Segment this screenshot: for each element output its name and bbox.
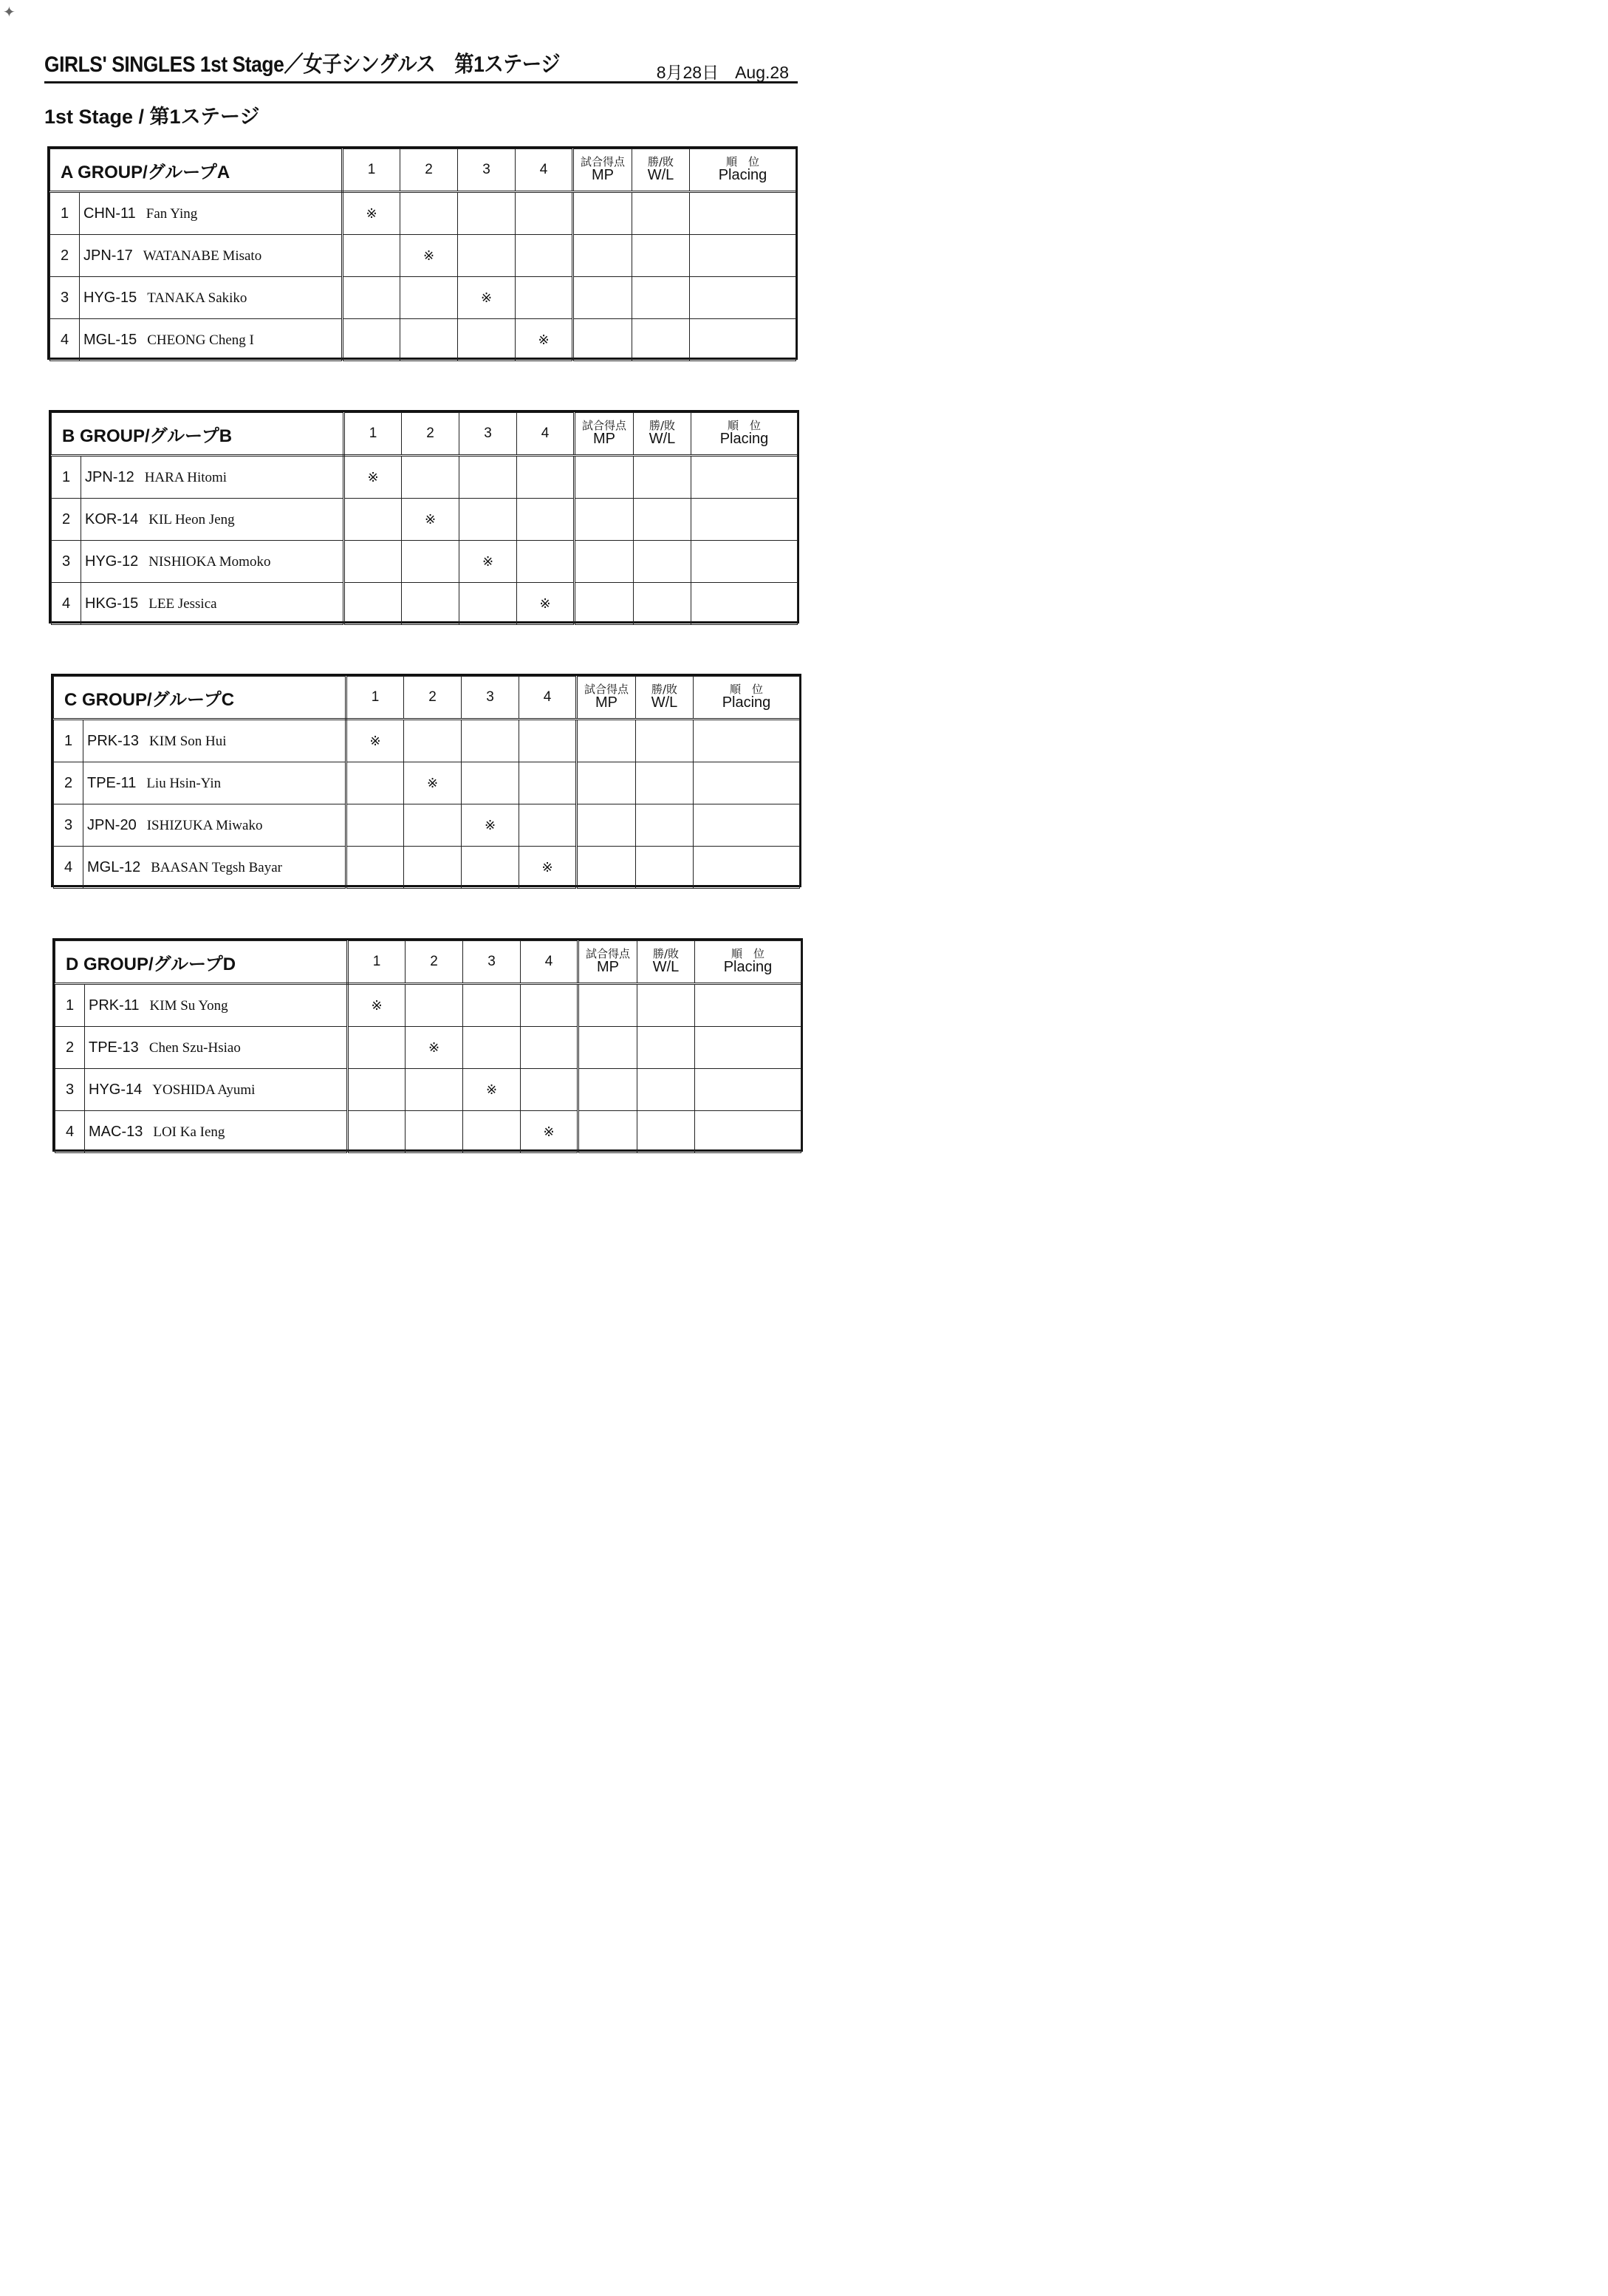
table-row [52,541,798,583]
wl-cell [632,319,690,361]
mp-column-header-en: MP [592,167,615,184]
wl-column-header-jp: 勝/敗 [652,946,680,960]
table-row [55,984,801,1027]
player-name: NISHIOKA Momoko [148,553,271,570]
group-name: D GROUP/グループD [55,941,348,984]
result-cell [343,277,400,319]
mp-column-header-en: MP [593,431,615,448]
placing-column-header-jp: 順 位 [729,682,763,696]
player-name: WATANABE Misato [143,247,262,264]
player-number: 3 [50,277,80,319]
result-cell [463,1111,521,1153]
column-header-2: 2 [404,677,462,720]
player-number: 4 [50,319,80,361]
player-number: 1 [52,456,81,499]
result-cell [459,583,517,625]
result-cell [458,319,516,361]
player-number: 2 [52,499,81,541]
placing-cell [691,456,798,499]
result-cell [344,499,402,541]
table-row [52,456,798,499]
table-row [54,720,800,762]
placing-column-header-jp: 順 位 [727,418,761,432]
player-number: 2 [54,762,83,804]
result-cell [406,1069,463,1111]
column-header-1: 1 [343,149,400,192]
self-match-mark: ※ [459,541,517,583]
player-name: KIL Heon Jeng [148,511,235,527]
result-cell [459,499,517,541]
player-cell [85,1069,348,1111]
column-header-2: 2 [400,149,458,192]
mp-cell [577,720,636,762]
result-cell [402,583,459,625]
wl-column-header [632,149,690,192]
player-cell [83,847,346,889]
date-en: Aug.28 [735,63,789,82]
player-code: MGL-12 [87,858,141,875]
event-date [657,59,789,83]
player-number: 4 [54,847,83,889]
placing-cell [695,1027,801,1069]
placing-column-header-en: Placing [722,694,771,711]
result-cell [463,984,521,1027]
self-match-mark: ※ [344,456,402,499]
table-row [50,235,796,277]
player-cell [80,235,343,277]
result-cell [400,319,458,361]
player-code: JPN-17 [83,247,133,264]
placing-cell [695,1069,801,1111]
placing-column-header-jp: 順 位 [726,154,760,168]
placing-column-header-en: Placing [719,431,769,448]
mp-column-header-jp: 試合得点 [584,682,629,696]
result-cell [462,762,519,804]
wl-cell [637,1111,695,1153]
result-cell [459,456,517,499]
group-table-b [49,410,799,623]
mp-cell [578,1111,637,1153]
placing-cell [690,192,796,235]
result-cell [519,762,577,804]
player-name: Chen Szu-Hsiao [148,1039,241,1056]
player-code: MGL-15 [83,331,137,348]
player-cell [83,762,346,804]
player-name: TANAKA Sakiko [147,290,247,306]
player-code: TPE-13 [89,1039,139,1056]
wl-cell [637,1027,695,1069]
self-match-mark: ※ [348,984,406,1027]
result-cell [406,984,463,1027]
result-cell [406,1111,463,1153]
mp-column-header-jp: 試合得点 [581,418,626,432]
player-cell [81,583,344,625]
wl-cell [634,499,691,541]
result-cell [346,762,404,804]
placing-column-header-en: Placing [723,959,773,976]
column-header-4: 4 [521,941,578,984]
player-name: Liu Hsin-Yin [146,775,222,791]
placing-column-header-en: Placing [718,167,767,184]
mp-cell [578,1069,637,1111]
wl-column-header-en: W/L [649,431,676,448]
group-name: C GROUP/グループC [54,677,346,720]
mp-cell [573,319,632,361]
placing-column-header [691,413,798,456]
player-code: HYG-12 [85,553,139,570]
column-header-3: 3 [459,413,517,456]
self-match-mark: ※ [402,499,459,541]
placing-column-header [694,677,800,720]
stage-subtitle: 1st Stage / 第1ステージ [44,106,260,128]
column-header-1: 1 [346,677,404,720]
wl-cell [637,984,695,1027]
column-header-2: 2 [402,413,459,456]
mp-cell [575,456,634,499]
player-name: BAASAN Tegsh Bayar [151,859,283,875]
player-name: ISHIZUKA Miwako [146,817,263,833]
wl-column-header [636,677,694,720]
result-cell [404,804,462,847]
wl-cell [632,277,690,319]
wl-cell [637,1069,695,1111]
player-name: KIM Su Yong [149,997,228,1014]
player-cell [81,456,344,499]
corner-mark: ✦ [3,3,16,21]
self-match-mark: ※ [462,804,519,847]
table-row [50,192,796,235]
result-cell [344,583,402,625]
wl-cell [636,804,694,847]
result-cell [343,319,400,361]
placing-column-header [690,149,796,192]
wl-cell [632,235,690,277]
wl-cell [634,541,691,583]
player-code: PRK-11 [89,997,140,1014]
wl-cell [632,192,690,235]
placing-cell [691,499,798,541]
player-number: 1 [50,192,80,235]
mp-cell [573,192,632,235]
table-row [54,804,800,847]
wl-cell [636,847,694,889]
header-rule [44,81,798,83]
wl-cell [634,456,691,499]
player-code: KOR-14 [85,510,139,527]
wl-column-header-en: W/L [647,167,674,184]
result-cell [516,235,573,277]
player-number: 4 [52,583,81,625]
column-header-1: 1 [344,413,402,456]
placing-cell [691,541,798,583]
group-name: A GROUP/グループA [50,149,343,192]
group-table-c [51,674,801,887]
player-cell [85,1027,348,1069]
player-number: 3 [52,541,81,583]
placing-cell [691,583,798,625]
group-table-d [52,938,803,1152]
wl-column-header [634,413,691,456]
player-name: YOSHIDA Ayumi [152,1082,256,1098]
mp-cell [575,583,634,625]
mp-column-header-jp: 試合得点 [585,946,630,960]
player-cell [85,1111,348,1153]
placing-cell [690,235,796,277]
mp-cell [573,235,632,277]
player-number: 2 [55,1027,85,1069]
result-cell [344,541,402,583]
placing-cell [694,804,800,847]
player-code: HKG-15 [85,595,139,612]
group-name: B GROUP/グループB [52,413,344,456]
column-header-4: 4 [517,413,575,456]
mp-cell [575,541,634,583]
result-cell [348,1111,406,1153]
player-name: LOI Ka Ieng [153,1124,225,1140]
player-cell [80,277,343,319]
wl-cell [636,720,694,762]
mp-column-header-en: MP [597,959,619,976]
column-header-4: 4 [519,677,577,720]
date-jp: 8月28日 [656,63,719,82]
result-cell [348,1027,406,1069]
player-name: LEE Jessica [148,595,217,612]
placing-column-header-jp: 順 位 [731,946,764,960]
player-code: JPN-12 [85,468,134,485]
result-cell [402,456,459,499]
column-header-3: 3 [458,149,516,192]
result-cell [400,277,458,319]
placing-cell [694,847,800,889]
result-cell [516,192,573,235]
self-match-mark: ※ [400,235,458,277]
self-match-mark: ※ [516,319,573,361]
self-match-mark: ※ [517,583,575,625]
table-row [55,1111,801,1153]
wl-cell [636,762,694,804]
player-code: TPE-11 [87,774,137,791]
result-cell [519,804,577,847]
mp-column-header [578,941,637,984]
result-cell [462,720,519,762]
result-cell [402,541,459,583]
result-cell [517,541,575,583]
result-cell [458,235,516,277]
placing-cell [695,1111,801,1153]
result-cell [517,499,575,541]
table-row [52,583,798,625]
wl-column-header-en: W/L [651,694,678,711]
mp-column-header [575,413,634,456]
placing-cell [690,319,796,361]
wl-column-header [637,941,695,984]
mp-column-header-jp: 試合得点 [581,154,626,168]
player-cell [83,720,346,762]
mp-cell [578,1027,637,1069]
placing-cell [695,984,801,1027]
player-name: Fan Ying [146,205,198,222]
player-code: MAC-13 [89,1123,143,1140]
table-row [55,1027,801,1069]
table-row [55,1069,801,1111]
wl-column-header-jp: 勝/敗 [647,154,674,168]
column-header-1: 1 [348,941,406,984]
self-match-mark: ※ [463,1069,521,1111]
column-header-3: 3 [463,941,521,984]
player-cell [81,499,344,541]
result-cell [346,847,404,889]
player-code: CHN-11 [83,205,136,222]
result-cell [462,847,519,889]
mp-cell [577,804,636,847]
self-match-mark: ※ [346,720,404,762]
player-name: CHEONG Cheng I [147,332,254,348]
player-number: 1 [54,720,83,762]
player-cell [81,541,344,583]
result-cell [521,984,578,1027]
player-code: HYG-14 [89,1081,143,1098]
placing-cell [690,277,796,319]
table-row [54,762,800,804]
self-match-mark: ※ [519,847,577,889]
mp-cell [577,847,636,889]
player-name: HARA Hitomi [144,469,227,485]
placing-column-header [695,941,801,984]
column-header-3: 3 [462,677,519,720]
mp-cell [577,762,636,804]
column-header-2: 2 [406,941,463,984]
wl-column-header-jp: 勝/敗 [651,682,678,696]
result-cell [516,277,573,319]
player-cell [80,192,343,235]
result-cell [343,235,400,277]
wl-column-header-en: W/L [652,959,680,976]
page-title: GIRLS' SINGLES 1st Stage／女子シングルス 第1ステージ [44,52,561,77]
table-row [54,847,800,889]
table-row [52,499,798,541]
placing-cell [694,762,800,804]
result-cell [404,720,462,762]
player-name: KIM Son Hui [149,733,227,749]
player-number: 2 [50,235,80,277]
table-row [50,319,796,361]
self-match-mark: ※ [521,1111,578,1153]
result-cell [519,720,577,762]
table-row [50,277,796,319]
player-code: JPN-20 [87,816,137,833]
mp-cell [578,984,637,1027]
column-header-4: 4 [516,149,573,192]
mp-cell [573,277,632,319]
result-cell [521,1069,578,1111]
player-number: 3 [55,1069,85,1111]
result-cell [400,192,458,235]
mp-column-header-en: MP [595,694,617,711]
self-match-mark: ※ [404,762,462,804]
player-number: 1 [55,984,85,1027]
self-match-mark: ※ [406,1027,463,1069]
self-match-mark: ※ [458,277,516,319]
result-cell [404,847,462,889]
mp-column-header [577,677,636,720]
result-cell [517,456,575,499]
mp-cell [575,499,634,541]
result-cell [458,192,516,235]
mp-column-header [573,149,632,192]
player-cell [85,984,348,1027]
result-cell [348,1069,406,1111]
player-number: 4 [55,1111,85,1153]
result-cell [463,1027,521,1069]
player-code: HYG-15 [83,289,137,306]
player-code: PRK-13 [87,732,140,749]
result-cell [346,804,404,847]
placing-cell [694,720,800,762]
wl-column-header-jp: 勝/敗 [649,418,676,432]
player-number: 3 [54,804,83,847]
group-table-a [47,146,798,360]
player-cell [80,319,343,361]
result-cell [521,1027,578,1069]
wl-cell [634,583,691,625]
self-match-mark: ※ [343,192,400,235]
player-cell [83,804,346,847]
